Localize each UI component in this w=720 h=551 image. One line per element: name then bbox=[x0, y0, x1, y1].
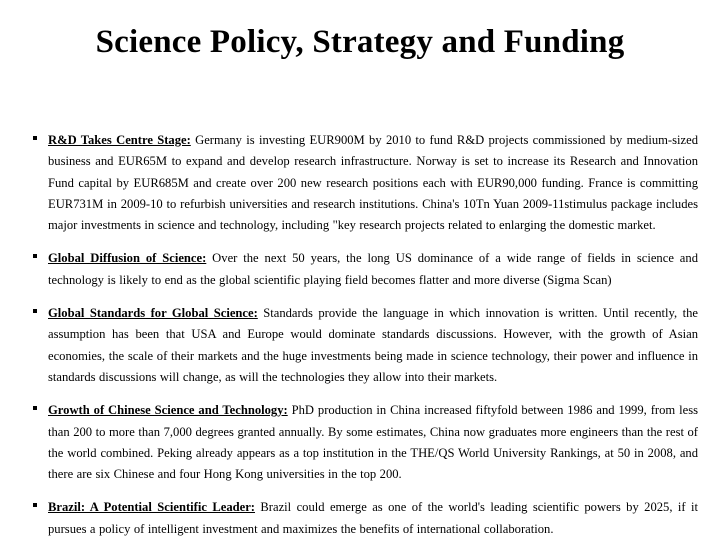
bullet-body: Germany is investing EUR900M by 2010 to fund R&D projects commissioned by medium-sized business and EUR65M to expand and develop research infrastructure. Norway is set to increase its Research and Innovation Fund capital by EUR685M and create over 200 new research positions each with EUR90,000 funding. France is committing EUR731M in 2009-10 to refurbish universities and research institutions. China's 10Tn Yuan 2009-11stimulus package includes major investments in science and technology, including "key research projects related to enlarging the domestic market. bbox=[48, 133, 698, 233]
bullet-paragraph bbox=[48, 130, 698, 236]
bullet-body: Standards provide the language in which innovation is written. Until recently, the assumption has been that USA and Europe would dominate standards discussions. However, with the growth of Asian economies, the scale of their markets and the huge investments being made in science technology, their power and influence in standards discussions will change, as will the technologies they allow into their markets. bbox=[48, 306, 698, 384]
square-bullet-icon bbox=[22, 400, 48, 421]
bullet-lead-in: Global Diffusion of Science: bbox=[48, 251, 207, 266]
square-bullet-icon bbox=[22, 248, 48, 269]
bullet-paragraph bbox=[48, 248, 698, 291]
square-bullet-icon bbox=[22, 497, 48, 518]
slide-title: Science Policy, Strategy and Funding bbox=[95, 24, 625, 60]
bullet-item bbox=[22, 497, 698, 540]
square-bullet-icon bbox=[22, 130, 48, 151]
bullet-item bbox=[22, 248, 698, 291]
bullet-body: Brazil could emerge as one of the world's leading scientific powers by 2025, if it pursues a policy of intelligent investment and maximizes the benefits of international collaboration. bbox=[48, 500, 698, 536]
bullet-item bbox=[22, 130, 698, 236]
bullet-lead-in: R&D Takes Centre Stage: bbox=[48, 133, 191, 147]
square-bullet-icon bbox=[22, 303, 48, 324]
bullet-paragraph bbox=[48, 497, 698, 540]
bullet-lead-in: Brazil: A Potential Scientific Leader: bbox=[48, 500, 255, 515]
bullet-lead-in: Growth of Chinese Science and Technology: bbox=[48, 403, 288, 418]
bullet-item bbox=[22, 400, 698, 485]
bullet-paragraph bbox=[48, 303, 698, 388]
slide-body bbox=[22, 130, 698, 551]
bullet-body: Over the next 50 years, the long US dominance of a wide range of fields in science and technology is likely to end as the global scientific playing field becomes flatter and more diverse (Sigma Scan) bbox=[48, 251, 698, 287]
bullet-item bbox=[22, 303, 698, 388]
bullet-lead-in: Global Standards for Global Science: bbox=[48, 306, 258, 321]
bullet-body: PhD production in China increased fiftyfold between 1986 and 1999, from less than 200 to more than 7,000 degrees granted annually. By some estimates, China now graduates more engineers than the rest of the world combined. Peking already appears as a top institution in the THE/QS World University Rankings, at 50 in 2008, and there are six Chinese and four Hong Kong universities in the top 200. bbox=[48, 403, 698, 482]
bullet-paragraph bbox=[48, 400, 698, 485]
